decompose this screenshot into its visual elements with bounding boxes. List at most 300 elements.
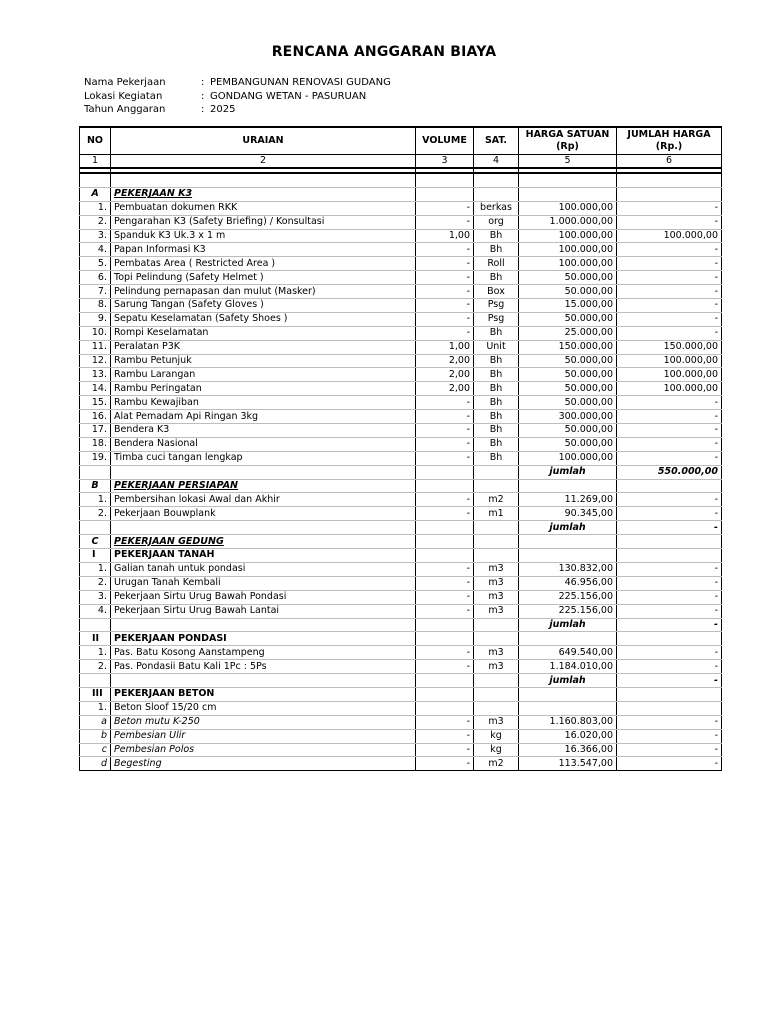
- info-row-lokasi-kegiatan: [84, 90, 391, 104]
- info-label: Nama Pekerjaan: [84, 77, 166, 88]
- table-row: [80, 604, 722, 618]
- col-number: 3: [416, 155, 474, 169]
- cell-empty: [416, 674, 474, 688]
- item-volume: -: [416, 646, 474, 660]
- item-volume: -: [416, 257, 474, 271]
- item-total-price: -: [617, 562, 722, 576]
- col-number: 5: [519, 155, 617, 169]
- cell-empty: [80, 465, 111, 479]
- table-row: [80, 312, 722, 326]
- item-number: 14.: [80, 382, 111, 396]
- item-volume: -: [416, 493, 474, 507]
- cell-empty: [416, 521, 474, 535]
- item-description: Rambu Larangan: [111, 368, 416, 382]
- project-info: [84, 76, 391, 117]
- item-unit: m2: [474, 757, 519, 771]
- item-unit-price: 50.000,00: [519, 424, 617, 438]
- info-colon: :: [201, 104, 205, 115]
- cell-empty: [474, 549, 519, 563]
- item-unit-price: 50.000,00: [519, 437, 617, 451]
- item-number: 9.: [80, 312, 111, 326]
- table-row: [80, 368, 722, 382]
- item-unit-price: 649.540,00: [519, 646, 617, 660]
- item-unit-price: 100.000,00: [519, 451, 617, 465]
- info-row-tahun-anggaran: [84, 103, 391, 117]
- item-description: Pas. Batu Kosong Aanstampeng: [111, 646, 416, 660]
- item-unit: m3: [474, 576, 519, 590]
- item-unit: Bh: [474, 424, 519, 438]
- item-description: Papan Informasi K3: [111, 243, 416, 257]
- item-total-price: -: [617, 312, 722, 326]
- subsection-row: [80, 687, 722, 701]
- item-description: Pekerjaan Sirtu Urug Bawah Lantai: [111, 604, 416, 618]
- item-volume: 2,00: [416, 368, 474, 382]
- item-volume: -: [416, 562, 474, 576]
- subsection-title: PEKERJAAN BETON: [111, 687, 416, 701]
- cell-empty: [519, 187, 617, 201]
- table-row: [80, 410, 722, 424]
- item-description: Pembesian Polos: [111, 743, 416, 757]
- item-total-price: -: [617, 299, 722, 313]
- table-row-blank: [80, 173, 722, 187]
- item-description: Pelindung pernapasan dan mulut (Masker): [111, 285, 416, 299]
- item-description: Topi Pelindung (Safety Helmet ): [111, 271, 416, 285]
- item-total-price: -: [617, 576, 722, 590]
- table-row: [80, 326, 722, 340]
- page-title: RENCANA ANGGARAN BIAYA: [271, 44, 497, 60]
- info-label: Tahun Anggaran: [84, 104, 166, 115]
- item-total-price: -: [617, 743, 722, 757]
- item-number: 1.: [80, 701, 111, 715]
- cell-empty: [474, 535, 519, 549]
- cell-empty: [519, 687, 617, 701]
- cell-empty: [111, 465, 416, 479]
- item-description: Rompi Keselamatan: [111, 326, 416, 340]
- cell-empty: [474, 465, 519, 479]
- item-number: 1.: [80, 646, 111, 660]
- item-unit-price: 225.156,00: [519, 590, 617, 604]
- item-number: c: [80, 743, 111, 757]
- cell-empty: [474, 674, 519, 688]
- item-volume: -: [416, 271, 474, 285]
- item-volume: -: [416, 451, 474, 465]
- cell-empty: [474, 479, 519, 493]
- item-unit-price: 46.956,00: [519, 576, 617, 590]
- item-unit-price: 150.000,00: [519, 340, 617, 354]
- item-description: Timba cuci tangan lengkap: [111, 451, 416, 465]
- cell-empty: [416, 187, 474, 201]
- item-number: 6.: [80, 271, 111, 285]
- item-unit-price: 100.000,00: [519, 229, 617, 243]
- table-row: [80, 660, 722, 674]
- table-row: [80, 243, 722, 257]
- item-unit-price: 50.000,00: [519, 312, 617, 326]
- item-total-price: -: [617, 424, 722, 438]
- cell-empty: [617, 173, 722, 187]
- col-number: 4: [474, 155, 519, 169]
- item-unit: Psg: [474, 299, 519, 313]
- cell-empty: [617, 187, 722, 201]
- info-value: 2025: [210, 104, 236, 115]
- item-volume: -: [416, 757, 474, 771]
- section-letter: A: [80, 187, 111, 201]
- item-description: Urugan Tanah Kembali: [111, 576, 416, 590]
- item-unit-price: 50.000,00: [519, 354, 617, 368]
- item-unit: Bh: [474, 354, 519, 368]
- col-number: 2: [111, 155, 416, 169]
- item-unit-price: 50.000,00: [519, 271, 617, 285]
- cell-empty: [111, 618, 416, 632]
- table-row: [80, 396, 722, 410]
- header-uraian: URAIAN: [111, 127, 416, 155]
- table-row: [80, 701, 722, 715]
- item-total-price: -: [617, 326, 722, 340]
- item-unit: Bh: [474, 326, 519, 340]
- item-unit-price: 50.000,00: [519, 396, 617, 410]
- item-total-price: -: [617, 437, 722, 451]
- item-unit: berkas: [474, 201, 519, 215]
- item-number: 2.: [80, 215, 111, 229]
- item-volume: -: [416, 576, 474, 590]
- item-unit: kg: [474, 729, 519, 743]
- column-number-row: [80, 155, 722, 169]
- cell-empty: [80, 674, 111, 688]
- item-unit: m3: [474, 604, 519, 618]
- item-volume: -: [416, 743, 474, 757]
- item-number: 2.: [80, 507, 111, 521]
- item-description: Pembersihan lokasi Awal dan Akhir: [111, 493, 416, 507]
- item-volume: -: [416, 507, 474, 521]
- item-total-price: -: [617, 271, 722, 285]
- subsection-number: I: [80, 549, 111, 563]
- item-unit-price: 1.000.000,00: [519, 215, 617, 229]
- table-row: [80, 646, 722, 660]
- cell-empty: [519, 479, 617, 493]
- item-volume: 2,00: [416, 382, 474, 396]
- cell-empty: [617, 479, 722, 493]
- section-row: [80, 479, 722, 493]
- cell-empty: [416, 465, 474, 479]
- item-number: 3.: [80, 229, 111, 243]
- table-row: [80, 424, 722, 438]
- item-unit-price: 113.547,00: [519, 757, 617, 771]
- cell-empty: [519, 535, 617, 549]
- info-value: GONDANG WETAN - PASURUAN: [210, 90, 367, 102]
- item-number: 16.: [80, 410, 111, 424]
- item-number: 4.: [80, 243, 111, 257]
- subsection-row: [80, 549, 722, 563]
- item-volume: -: [416, 215, 474, 229]
- item-number: 1.: [80, 201, 111, 215]
- subtotal-value: -: [617, 618, 722, 632]
- item-total-price: -: [617, 285, 722, 299]
- item-unit: m3: [474, 646, 519, 660]
- item-total-price: -: [617, 243, 722, 257]
- item-unit: m3: [474, 590, 519, 604]
- section-letter: B: [80, 479, 111, 493]
- item-unit-price: 50.000,00: [519, 368, 617, 382]
- section-title: PEKERJAAN K3: [111, 187, 416, 201]
- item-total-price: -: [617, 507, 722, 521]
- table-row: [80, 215, 722, 229]
- item-unit: [474, 701, 519, 715]
- table-row: [80, 437, 722, 451]
- item-unit: Bh: [474, 368, 519, 382]
- cell-empty: [80, 173, 111, 187]
- subtotal-row: [80, 674, 722, 688]
- cell-empty: [416, 479, 474, 493]
- item-volume: -: [416, 715, 474, 729]
- cell-empty: [111, 173, 416, 187]
- item-total-price: 100.000,00: [617, 368, 722, 382]
- item-description: Bendera Nasional: [111, 437, 416, 451]
- item-total-price: -: [617, 604, 722, 618]
- item-description: Galian tanah untuk pondasi: [111, 562, 416, 576]
- item-description: Pembesian Ulir: [111, 729, 416, 743]
- header-harga-satuan: [519, 127, 617, 155]
- item-unit: Unit: [474, 340, 519, 354]
- header-volume: VOLUME: [416, 127, 474, 155]
- item-total-price: -: [617, 590, 722, 604]
- item-unit-price: 90.345,00: [519, 507, 617, 521]
- item-unit: Bh: [474, 382, 519, 396]
- col-number: 6: [617, 155, 722, 169]
- item-unit: m1: [474, 507, 519, 521]
- item-total-price: 100.000,00: [617, 354, 722, 368]
- table-row: [80, 354, 722, 368]
- subtotal-label: jumlah: [519, 674, 617, 688]
- table-subitem-row: [80, 729, 722, 743]
- info-colon: :: [201, 90, 205, 102]
- item-unit: Bh: [474, 396, 519, 410]
- header-jumlah-line1: JUMLAH HARGA: [627, 129, 711, 140]
- item-volume: -: [416, 299, 474, 313]
- item-unit: org: [474, 215, 519, 229]
- cell-empty: [474, 632, 519, 646]
- item-unit-price: 11.269,00: [519, 493, 617, 507]
- item-volume: -: [416, 396, 474, 410]
- item-unit-price: 130.832,00: [519, 562, 617, 576]
- table-subitem-row: [80, 757, 722, 771]
- item-description: Pembatas Area ( Restricted Area ): [111, 257, 416, 271]
- item-number: 13.: [80, 368, 111, 382]
- item-total-price: [617, 701, 722, 715]
- table-row: [80, 562, 722, 576]
- item-volume: 1,00: [416, 229, 474, 243]
- header-sat: SAT.: [474, 127, 519, 155]
- item-total-price: -: [617, 451, 722, 465]
- item-volume: -: [416, 729, 474, 743]
- item-total-price: -: [617, 493, 722, 507]
- table-row: [80, 507, 722, 521]
- item-description: Pekerjaan Sirtu Urug Bawah Pondasi: [111, 590, 416, 604]
- header-jumlah-line2: (Rp.): [655, 141, 683, 152]
- table-row: [80, 493, 722, 507]
- header-harga-line2: (Rp): [556, 141, 579, 152]
- subtotal-label: jumlah: [519, 618, 617, 632]
- item-unit-price: 300.000,00: [519, 410, 617, 424]
- table-subitem-row: [80, 715, 722, 729]
- cell-empty: [474, 521, 519, 535]
- item-volume: -: [416, 437, 474, 451]
- item-volume: -: [416, 604, 474, 618]
- item-volume: -: [416, 285, 474, 299]
- item-description: Beton mutu K-250: [111, 715, 416, 729]
- budget-table-body: [80, 173, 722, 771]
- item-volume: 2,00: [416, 354, 474, 368]
- section-letter: C: [80, 535, 111, 549]
- item-unit: Bh: [474, 243, 519, 257]
- item-number: 8.: [80, 299, 111, 313]
- cell-empty: [617, 632, 722, 646]
- item-unit: Bh: [474, 410, 519, 424]
- item-unit-price: 100.000,00: [519, 257, 617, 271]
- item-description: Pembuatan dokumen RKK: [111, 201, 416, 215]
- item-description: Sepatu Keselamatan (Safety Shoes ): [111, 312, 416, 326]
- item-total-price: -: [617, 715, 722, 729]
- item-number: 10.: [80, 326, 111, 340]
- item-unit: m3: [474, 660, 519, 674]
- cell-empty: [80, 521, 111, 535]
- item-number: 1.: [80, 493, 111, 507]
- subtotal-label: jumlah: [519, 521, 617, 535]
- table-header-row: [80, 127, 722, 155]
- table-row: [80, 229, 722, 243]
- item-unit: m2: [474, 493, 519, 507]
- item-unit: Bh: [474, 437, 519, 451]
- item-total-price: -: [617, 660, 722, 674]
- item-description: Bendera K3: [111, 424, 416, 438]
- subtotal-row: [80, 618, 722, 632]
- subtotal-value: 550.000,00: [617, 465, 722, 479]
- section-title: PEKERJAAN PERSIAPAN: [111, 479, 416, 493]
- item-volume: -: [416, 243, 474, 257]
- item-number: 1.: [80, 562, 111, 576]
- cell-empty: [474, 618, 519, 632]
- item-description: Rambu Petunjuk: [111, 354, 416, 368]
- item-volume: -: [416, 590, 474, 604]
- subtotal-value: -: [617, 674, 722, 688]
- item-unit: m3: [474, 715, 519, 729]
- item-description: Peralatan P3K: [111, 340, 416, 354]
- item-volume: [416, 701, 474, 715]
- table-subitem-row: [80, 743, 722, 757]
- item-number: b: [80, 729, 111, 743]
- item-number: 3.: [80, 590, 111, 604]
- table-row: [80, 285, 722, 299]
- cell-empty: [474, 173, 519, 187]
- info-colon: :: [201, 77, 205, 88]
- item-number: 11.: [80, 340, 111, 354]
- item-unit: kg: [474, 743, 519, 757]
- item-unit-price: 225.156,00: [519, 604, 617, 618]
- subtotal-row: [80, 465, 722, 479]
- table-row: [80, 451, 722, 465]
- item-description: Spanduk K3 Uk.3 x 1 m: [111, 229, 416, 243]
- info-row-nama-pekerjaan: [84, 76, 391, 90]
- cell-empty: [111, 521, 416, 535]
- item-total-price: -: [617, 757, 722, 771]
- item-unit: Psg: [474, 312, 519, 326]
- item-total-price: -: [617, 729, 722, 743]
- item-unit: Bh: [474, 451, 519, 465]
- cell-empty: [617, 687, 722, 701]
- subtotal-row: [80, 521, 722, 535]
- item-volume: -: [416, 424, 474, 438]
- col-number: 1: [80, 155, 111, 169]
- item-number: 12.: [80, 354, 111, 368]
- header-no: NO: [80, 127, 111, 155]
- item-number: d: [80, 757, 111, 771]
- item-number: 19.: [80, 451, 111, 465]
- subsection-row: [80, 632, 722, 646]
- item-unit: Roll: [474, 257, 519, 271]
- item-number: 5.: [80, 257, 111, 271]
- item-description: Rambu Kewajiban: [111, 396, 416, 410]
- item-number: 7.: [80, 285, 111, 299]
- item-description: Alat Pemadam Api Ringan 3kg: [111, 410, 416, 424]
- item-unit-price: 1.184.010,00: [519, 660, 617, 674]
- table-row: [80, 271, 722, 285]
- item-unit-price: 100.000,00: [519, 243, 617, 257]
- item-unit: Bh: [474, 229, 519, 243]
- table-row: [80, 576, 722, 590]
- table-row: [80, 299, 722, 313]
- item-total-price: -: [617, 215, 722, 229]
- cell-empty: [416, 618, 474, 632]
- item-number: a: [80, 715, 111, 729]
- subtotal-label: jumlah: [519, 465, 617, 479]
- item-volume: -: [416, 410, 474, 424]
- item-unit-price: 100.000,00: [519, 201, 617, 215]
- item-unit-price: 50.000,00: [519, 285, 617, 299]
- budget-table: [79, 126, 722, 771]
- item-total-price: -: [617, 646, 722, 660]
- item-total-price: 100.000,00: [617, 382, 722, 396]
- cell-empty: [474, 687, 519, 701]
- cell-empty: [474, 187, 519, 201]
- subtotal-value: -: [617, 521, 722, 535]
- item-number: 15.: [80, 396, 111, 410]
- cell-empty: [416, 687, 474, 701]
- table-row: [80, 590, 722, 604]
- item-total-price: 150.000,00: [617, 340, 722, 354]
- item-description: Pas. Pondasii Batu Kali 1Pc : 5Ps: [111, 660, 416, 674]
- item-volume: -: [416, 660, 474, 674]
- cell-empty: [416, 549, 474, 563]
- cell-empty: [111, 674, 416, 688]
- subsection-number: II: [80, 632, 111, 646]
- item-description: Beton Sloof 15/20 cm: [111, 701, 416, 715]
- section-row: [80, 535, 722, 549]
- item-volume: 1,00: [416, 340, 474, 354]
- header-jumlah-harga: [617, 127, 722, 155]
- item-unit: m3: [474, 562, 519, 576]
- item-total-price: -: [617, 396, 722, 410]
- cell-empty: [519, 173, 617, 187]
- header-harga-line1: HARGA SATUAN: [525, 129, 610, 140]
- cell-empty: [617, 549, 722, 563]
- item-description: Pekerjaan Bouwplank: [111, 507, 416, 521]
- item-unit: Bh: [474, 271, 519, 285]
- table-row: [80, 257, 722, 271]
- item-unit: Box: [474, 285, 519, 299]
- item-number: 18.: [80, 437, 111, 451]
- item-description: Begesting: [111, 757, 416, 771]
- item-unit-price: 15.000,00: [519, 299, 617, 313]
- item-unit-price: 25.000,00: [519, 326, 617, 340]
- section-title: PEKERJAAN GEDUNG: [111, 535, 416, 549]
